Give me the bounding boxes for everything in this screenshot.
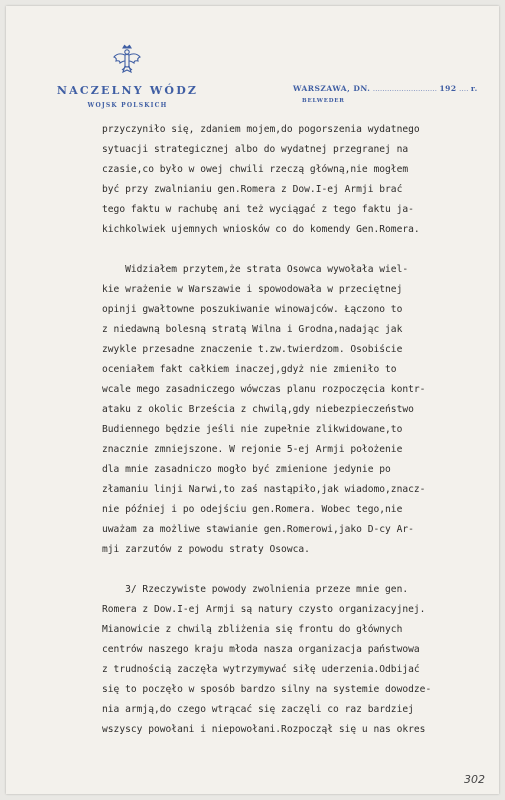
body-line: wcale mego zasadniczego wówczas planu rozpoczęcia kontr- [102,384,426,395]
body-line: centrów naszego kraju młoda nasza organizacja państwowa [102,644,420,655]
body-line: czasie,co było w owej chwili rzeczą główną,nie mogłem [102,164,409,175]
body-line: z niedawną bolesną stratą Wilna i Grodna,nadając jak [102,324,403,335]
year-blank: .... [456,84,471,93]
body-line: opinji gwałtowne poszukiwanie winowajców. Łączono to [102,304,403,315]
body-line: Romera z Dow.I-ej Armji są natury czysto organizacyjnej. [102,604,426,615]
year-label: 192 [439,84,457,93]
body-line: być przy zwalnianiu gen.Romera z Dow.I-ej Armji brać [102,184,403,195]
body-line: Widziałem przytem,że strata Osowca wywołała wiel- [102,264,409,275]
body-line: się to poczęło w sposób bardzo silny na systemie dowodze- [102,684,432,695]
letterhead-subtitle: WOJSK POLSKICH [87,102,168,109]
folio-number: 302 [464,773,485,786]
eagle-crest-icon [112,44,142,86]
body-line: z trudnością zaczęła wytrzymywać siłę uderzenia.Odbijać [102,664,420,675]
letterhead-place-date [293,84,478,93]
body-line: przyczyniło się, zdaniem mojem,do pogorszenia wydatnego [102,124,420,135]
body-line: ataku z okolic Brześcia z chwilą,gdy niebezpieczeństwo [102,404,414,415]
body-line: oceniałem fakt całkiem inaczej,gdyż nie zmieniło to [102,364,397,375]
letterhead-title: NACZELNY WÓDZ [56,84,199,97]
date-blank: ........................... [370,84,440,93]
body-line: 3/ Rzeczywiste powody zwolnienia przeze mnie gen. [102,584,409,595]
body-line: tego faktu w rachubę ani też wyciągać z tego faktu ja- [102,204,414,215]
body-line: znacznie zmniejszone. W rejonie 5-ej Armji położenie [102,444,403,455]
body-line: nie później i po odejściu gen.Romera. Wobec tego,nie [102,504,403,515]
body-line: mji zarzutów z powodu straty Osowca. [102,544,310,555]
body-line: sytuacji strategicznej albo do wydatnej przegranej na [102,144,409,155]
body-line: Budiennego będzie jeśli nie zupełnie zlikwidowane,to [102,424,403,435]
place-label: WARSZAWA, DN. [293,84,371,93]
body-line: złamaniu linji Narwi,to zaś nastąpiło,jak wiadomo,znacz- [102,484,426,495]
body-line: nia armją,do czego wtrącać się zaczęli co raz bardziej [102,704,414,715]
body-line: zwykle przesadne znaczenie t.zw.twierdzom. Osobiście [102,344,403,355]
body-line: dla mnie zasadniczo mogło być zmienione jedynie po [102,464,391,475]
body-line: kichkolwiek ujemnych wniosków co do komendy Gen.Romera. [102,224,420,235]
body-line: wszyscy powołani i niepowołani.Rozpoczął się u nas okres [102,724,426,735]
body-line: kie wrażenie w Warszawie i spowodowała w przeciętnej [102,284,403,295]
body-line: uważam za możliwe stawianie gen.Romerowi,jako D-cy Ar- [102,524,414,535]
letterhead-sub-place: BELWEDER [302,98,345,104]
document-page [6,6,499,794]
body-line: Mianowicie z chwilą zbliżenia się frontu do głównych [102,624,403,635]
year-suffix: r. [470,84,478,93]
